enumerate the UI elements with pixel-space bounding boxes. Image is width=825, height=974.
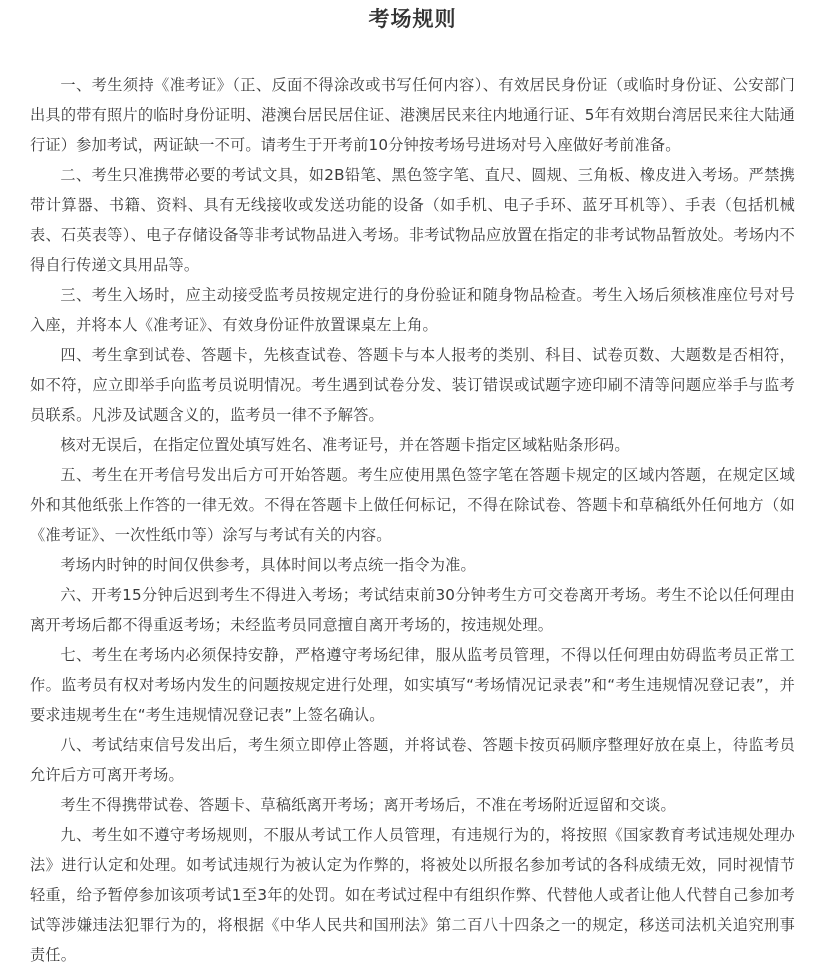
- rule-paragraph-8-note: 考生不得携带试卷、答题卡、草稿纸离开考场；离开考场后，不准在考场附近逗留和交谈。: [60, 796, 676, 814]
- rule-paragraph-9: 九、考生如不遵守考场规则，不服从考试工作人员管理，有违规行为的，将按照《国家教育考试违规处理办法》进行认定和处理。如考试违规行为被认定为作弊的，将被处以所报名参加考试的各科成绩无效，同时视情节轻重，给予暂停参加该项考试1至3年的处罚。如在考试过程中有组织作弊、代替他人或者让他人代替自己参加考试等涉嫌违法犯罪行为的，将根据《中华人民共和国刑法》第二百八十四条之一的规定，移送司法机关追究刑事责任。: [30, 826, 795, 964]
- rule-paragraph-3: 三、考生入场时，应主动接受监考员按规定进行的身份验证和随身物品检查。考生入场后须核准座位号对号入座，并将本人《准考证》、有效身份证件放置课桌左上角。: [30, 286, 795, 334]
- rule-paragraph-6: 六、开考15分钟后迟到考生不得进入考场；考试结束前30分钟考生方可交卷离开考场。考生不论以任何理由离开考场后都不得重返考场；未经监考员同意擅自离开考场的，按违规处理。: [30, 586, 795, 634]
- rule-paragraph-2: 二、考生只准携带必要的考试文具，如2B铅笔、黑色签字笔、直尺、圆规、三角板、橡皮进入考场。严禁携带计算器、书籍、资料、具有无线接收或发送功能的设备（如手机、电子手环、蓝牙耳机等）、手表（包括机械表、石英表等）、电子存储设备等非考试物品进入考场。非考试物品应放置在指定的非考试物品暂放处。考场内不得自行传递文具用品等。: [30, 166, 795, 274]
- rule-paragraph-4-note: 核对无误后，在指定位置处填写姓名、准考证号，并在答题卡指定区域粘贴条形码。: [60, 436, 630, 454]
- rule-paragraph-1: 一、考生须持《准考证》（正、反面不得涂改或书写任何内容）、有效居民身份证（或临时身份证、公安部门出具的带有照片的临时身份证明、港澳台居民居住证、港澳居民来往内地通行证、5年有效期台湾居民来往大陆通行证）参加考试，两证缺一不可。请考生于开考前10分钟按考场号进场对号入座做好考前准备。: [30, 76, 795, 154]
- rule-paragraph-5-note: 考场内时钟的时间仅供参考，具体时间以考点统一指令为准。: [60, 556, 476, 574]
- rule-paragraph-4: 四、考生拿到试卷、答题卡，先核查试卷、答题卡与本人报考的类别、科目、试卷页数、大题数是否相符，如不符，应立即举手向监考员说明情况。考生遇到试卷分发、装订错误或试题字迹印刷不清等问题应举手与监考员联系。凡涉及试题含义的，监考员一律不予解答。: [30, 346, 795, 424]
- rules-body: [30, 70, 795, 970]
- rule-paragraph-8: 八、考试结束信号发出后，考生须立即停止答题，并将试卷、答题卡按页码顺序整理好放在桌上，待监考员允许后方可离开考场。: [30, 736, 795, 784]
- rule-paragraph-7: 七、考生在考场内必须保持安静，严格遵守考场纪律，服从监考员管理，不得以任何理由妨碍监考员正常工作。监考员有权对考场内发生的问题按规定进行处理，如实填写“考场情况记录表”和“考生违规情况登记表”，并要求违规考生在“考生违规情况登记表”上签名确认。: [30, 646, 795, 724]
- rule-paragraph-5: 五、考生在开考信号发出后方可开始答题。考生应使用黑色签字笔在答题卡规定的区域内答题，在规定区域外和其他纸张上作答的一律无效。不得在答题卡上做任何标记，不得在除试卷、答题卡和草稿纸外任何地方（如《准考证》、一次性纸巾等）涂写与考试有关的内容。: [30, 466, 795, 544]
- page-title: 考场规则: [368, 7, 457, 31]
